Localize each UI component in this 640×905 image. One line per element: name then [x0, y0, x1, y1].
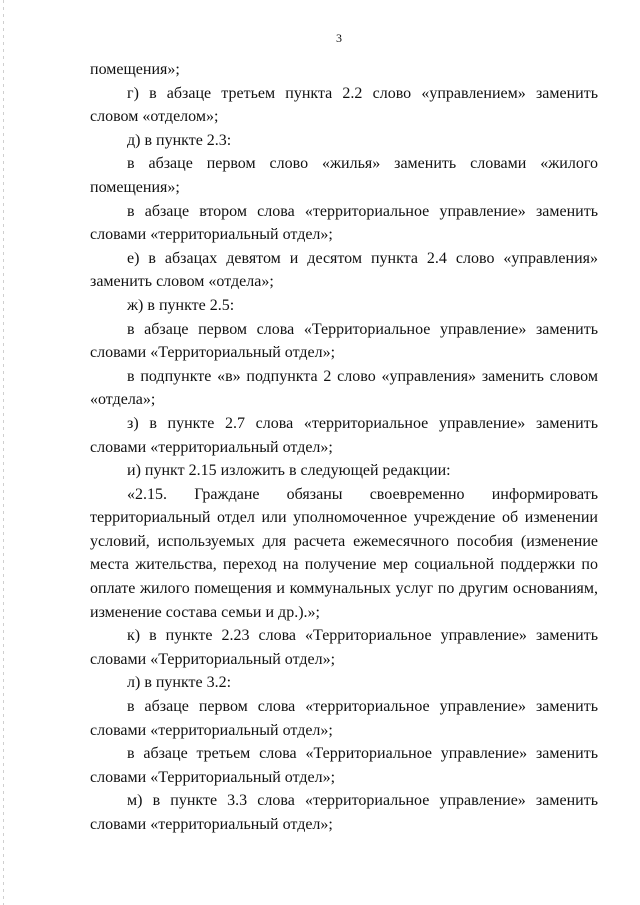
paragraph: и) пункт 2.15 изложить в следующей редакции: [127, 462, 451, 480]
paragraph: к) в пункте 2.23 слова «Территориальное управление» заменить словами «Территориальный отдел»; [90, 627, 598, 668]
scan-edge-line [3, 0, 4, 905]
paragraph: в абзаце первом слово «жилья» заменить словами «жилого помещения»; [90, 155, 598, 196]
paragraph: в подпункте «в» подпункта 2 слово «управления» заменить словом «отдела»; [90, 367, 598, 409]
paragraph: в абзаце третьем слова «Территориальное управление» заменить словами «Территориальный отдел»; [90, 745, 598, 786]
paragraph: в абзаце первом слова «Территориальное управление» заменить словами «Территориальный отдел»; [90, 320, 598, 362]
paragraph: г) в абзаце третьем пункта 2.2 слово «управлением» заменить словом «отделом»; [90, 84, 598, 126]
paragraph: д) в пункте 2.3: [127, 131, 232, 149]
paragraph: в абзаце втором слова «территориальное управление» заменить словами «территориальный отдел»; [90, 202, 598, 244]
paragraph: помещения»; [90, 61, 180, 78]
paragraph: е) в абзацах девятом и десятом пункта 2.4 слово «управления» заменить словом «отдела»; [90, 249, 598, 291]
paragraph: з) в пункте 2.7 слова «территориальное управление» заменить словами «территориальный отдел»; [90, 414, 598, 456]
document-body [90, 58, 598, 837]
paragraph: ж) в пункте 2.5: [127, 296, 235, 314]
paragraph: в абзаце первом слова «территориальное управление» заменить словами «территориальный отдел»; [90, 698, 598, 739]
paragraph: л) в пункте 3.2: [127, 674, 232, 692]
page-number: 3 [336, 31, 342, 45]
paragraph: «2.15. Граждане обязаны своевременно информировать территориальный отдел или уполномоченное учреждение об изменении условий, используемых для расчета ежемесячного пособия (изменение места жительства, переход на получение мер социальной поддержки по оплате жилого помещения и коммунальных услуг по другим основаниям, изменение состава семьи и др.).»; [90, 485, 598, 621]
paragraph: м) в пункте 3.3 слова «территориальное управление» заменить словами «территориальный отдел»; [90, 792, 598, 833]
